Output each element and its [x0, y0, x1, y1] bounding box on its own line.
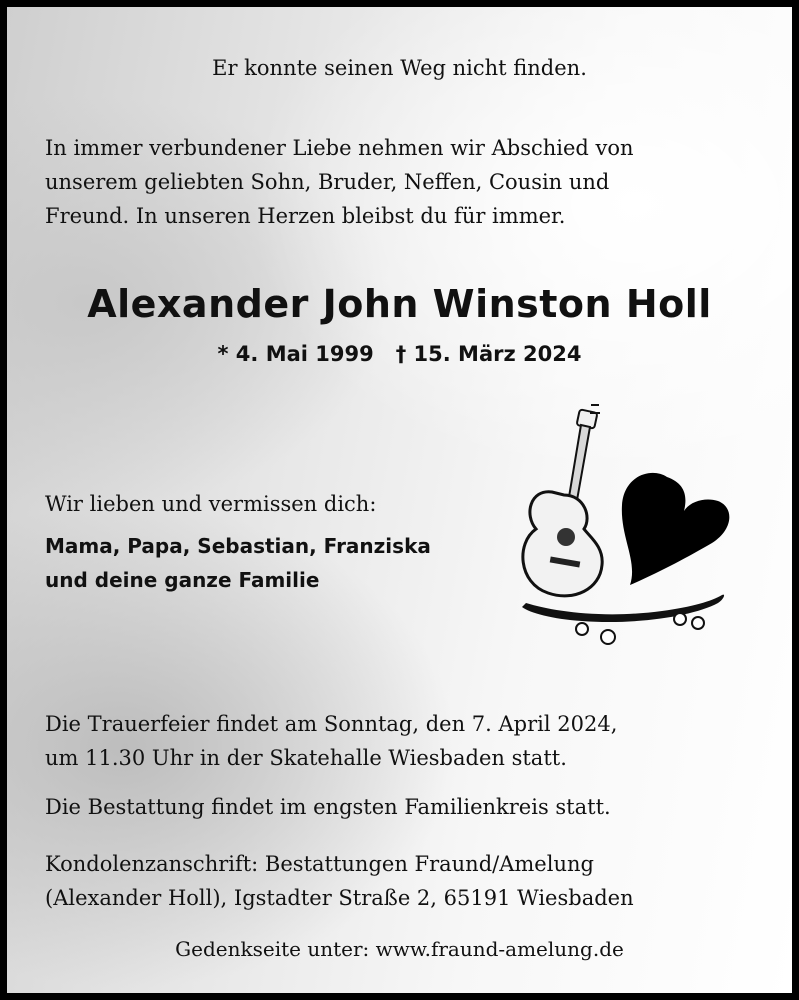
heart-icon	[622, 473, 729, 585]
funeral-service	[45, 707, 765, 775]
farewell-text	[45, 131, 765, 233]
service-line: um 11.30 Uhr in der Skatehalle Wiesbaden statt.	[45, 746, 567, 770]
deceased-name: Alexander John Winston Holl	[87, 282, 712, 326]
memorial-page-link[interactable]: Gedenkseite unter: www.fraund-amelung.de	[175, 937, 624, 961]
condolence-line: (Alexander Holl), Igstadter Straße 2, 65191 Wiesbaden	[45, 886, 634, 910]
guitar-icon	[523, 405, 602, 596]
memorial-artwork	[512, 397, 737, 657]
farewell-line: Freund. In unseren Herzen bleibst du für immer.	[45, 204, 566, 228]
farewell-line: unserem geliebten Sohn, Bruder, Neffen, Cousin und	[45, 170, 610, 194]
condolence-line: Kondolenzanschrift: Bestattungen Fraund/Amelung	[45, 852, 594, 876]
condolence-address	[45, 847, 634, 915]
mourners-line: und deine ganze Familie	[45, 568, 320, 592]
service-line: Die Trauerfeier findet am Sonntag, den 7. April 2024,	[45, 712, 618, 736]
farewell-line: In immer verbundener Liebe nehmen wir Abschied von	[45, 136, 634, 160]
intro-line: Er konnte seinen Weg nicht finden.	[212, 56, 587, 80]
mourners-line: Mama, Papa, Sebastian, Franziska	[45, 534, 431, 558]
burial-note: Die Bestattung findet im engsten Familienkreis statt.	[45, 795, 611, 819]
birth-date: * 4. Mai 1999	[217, 342, 374, 366]
death-date: † 15. März 2024	[395, 342, 582, 366]
mourners-list	[45, 529, 431, 597]
mourners-intro: Wir lieben und vermissen dich:	[45, 492, 377, 516]
life-dates	[7, 342, 792, 366]
skateboard-icon	[522, 595, 724, 644]
